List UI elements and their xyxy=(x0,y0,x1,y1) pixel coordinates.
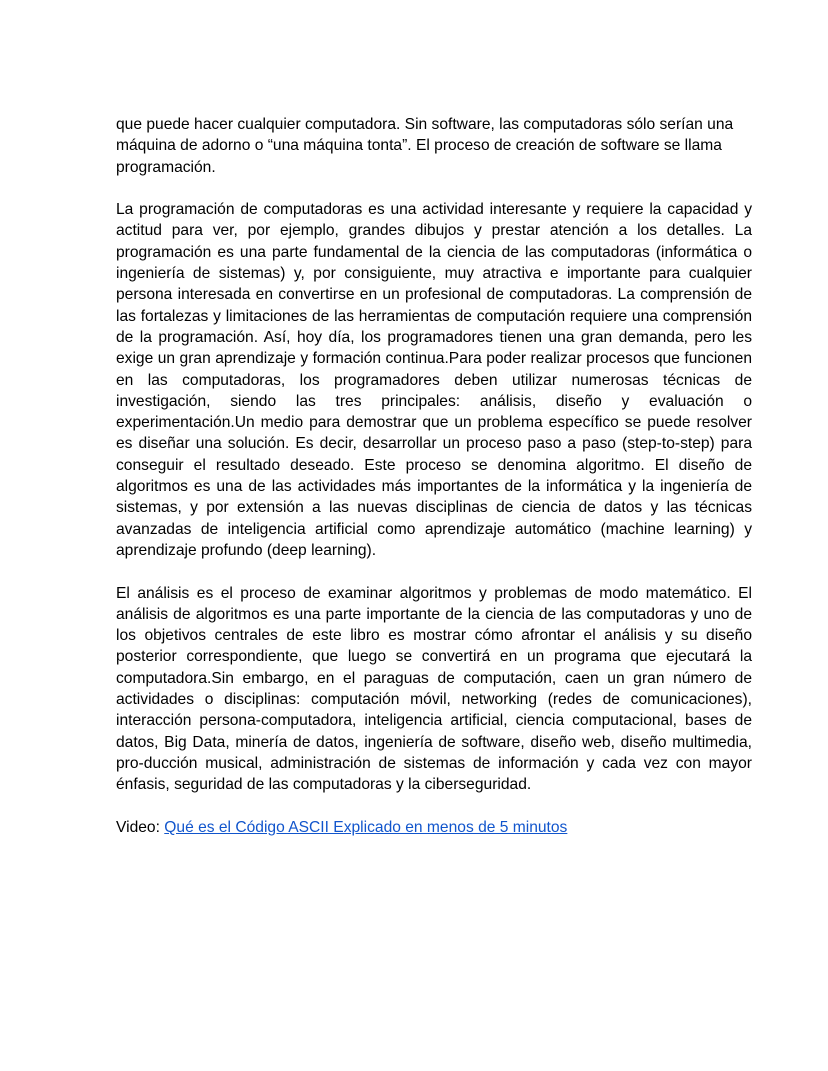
paragraph-analysis: El análisis es el proceso de examinar algoritmos y problemas de modo matemático. El análisis de algoritmos es una parte importante de la ciencia de las computadoras y uno de los objetivos centrales de este libro es mostrar cómo afrontar el análisis y su diseño posterior correspondiente, que luego se convertirá en un programa que ejecutará la computadora.Sin embargo, en el paraguas de computación, caen un gran número de actividades o disciplinas: computación móvil, networking (redes de comunicaciones), interacción persona-computadora, inteligencia artificial, ciencia computacional, bases de datos, Big Data, minería de datos, ingeniería de software, diseño web, diseño multimedia, pro-ducción musical, administración de sistemas de información y cada vez con mayor énfasis, seguridad de las computadoras y la ciberseguridad. xyxy=(116,584,752,794)
video-link[interactable]: Qué es el Código ASCII Explicado en menos de 5 minutos xyxy=(164,818,568,836)
paragraph-software-intro: que puede hacer cualquier computadora. Sin software, las computadoras sólo serían una máquina de adorno o “una máquina tonta”. El proceso de creación de software se llama programación. xyxy=(116,116,734,176)
video-line xyxy=(116,817,752,838)
document-page xyxy=(116,114,752,838)
video-label: Video: xyxy=(116,818,165,836)
paragraph-programming: La programación de computadoras es una actividad interesante y requiere la capacidad y actitud para ver, por ejemplo, grandes dibujos y prestar atención a los detalles. La programación es una parte fundamental de la ciencia de las computadoras (informática o ingeniería de sistemas) y, por consiguiente, muy atractiva e importante para cualquier persona interesada en convertirse en un profesional de computadoras. La comprensión de las fortalezas y limitaciones de las herramientas de computación requiere una comprensión de la programación. Así, hoy día, los programadores tienen una gran demanda, pero les exige un gran aprendizaje y formación continua.Para poder realizar procesos que funcionen en las computadoras, los programadores deben utilizar numerosas técnicas de investigación, siendo las tres principales: análisis, diseño y evaluación o experimentación.Un medio para demostrar que un problema específico se puede resolver es diseñar una solución. Es decir, desarrollar un proceso paso a paso (step-to-step) para conseguir el resultado deseado. Este proceso se denomina algoritmo. El diseño de algoritmos es una de las actividades más importantes de la informática y la ingeniería de sistemas, y por extensión a las nuevas disciplinas de ciencia de datos y las técnicas avanzadas de inteligencia artificial como aprendizaje automático (machine learning) y aprendizaje profundo (deep learning). xyxy=(116,201,752,559)
